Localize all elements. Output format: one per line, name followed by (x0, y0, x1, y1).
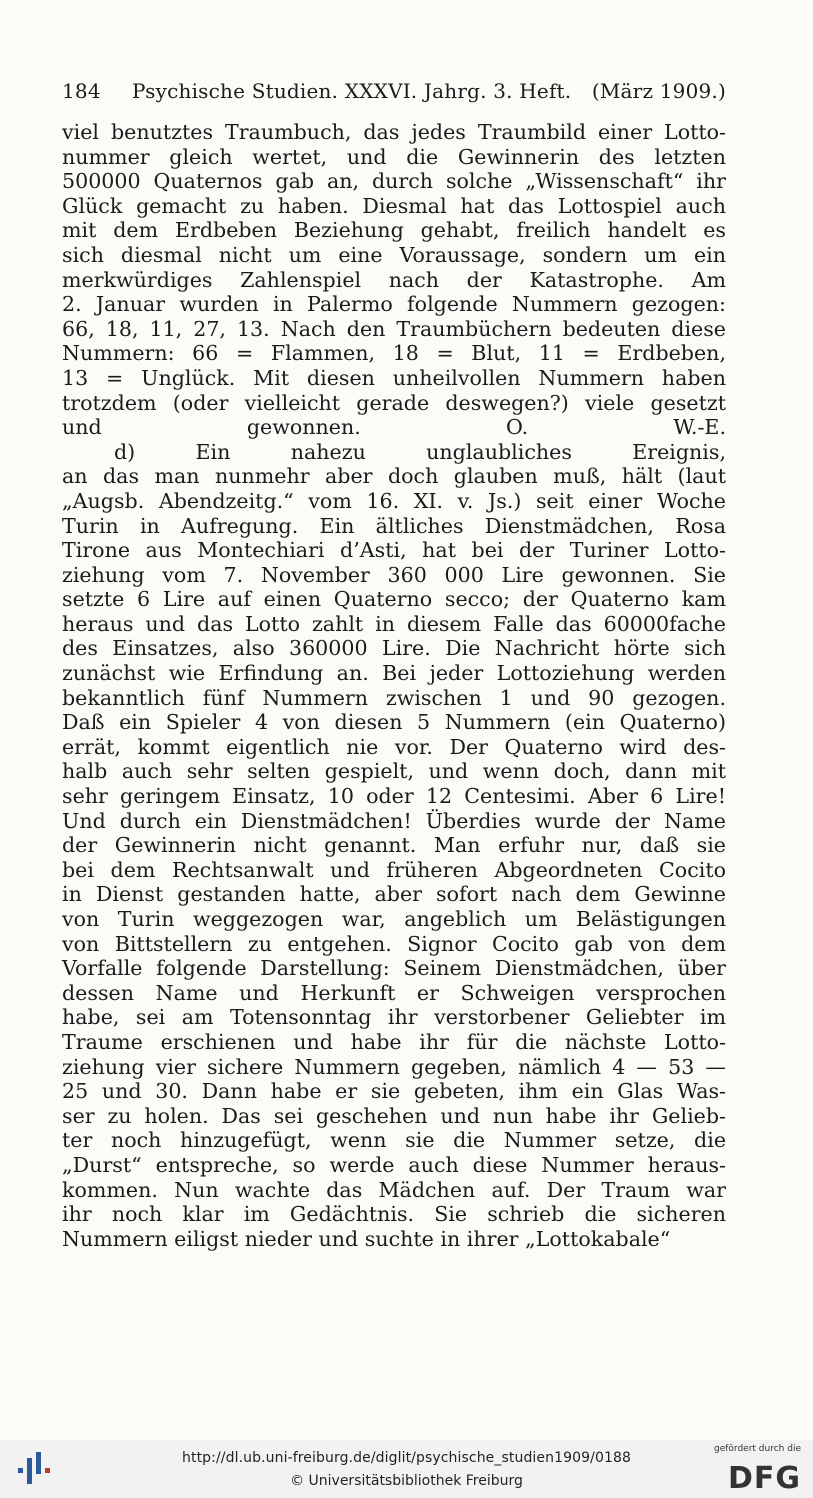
text-line: sich diesmal nicht um eine Voraussage, sondern um ein (62, 242, 726, 267)
text-line: setzte 6 Lire auf einen Quaterno secco; der Quaterno kam (62, 587, 726, 612)
text-line: merkwürdiges Zahlenspiel nach der Katastrophe. Am (62, 267, 726, 292)
text-line: Daß ein Spieler 4 von diesen 5 Nummern (ein Quaterno) (62, 710, 726, 735)
dfg-logo (711, 1444, 803, 1494)
text-line: mit dem Erdbeben Beziehung gehabt, freilich handelt es (62, 218, 726, 243)
text-line: Tirone aus Montechiari d’Asti, hat bei der Turiner Lotto- (62, 538, 726, 563)
svg-text:DFG: DFG (727, 1461, 801, 1494)
running-header (62, 76, 726, 106)
text-line: halb auch sehr selten gespielt, und wenn doch, dann mit (62, 759, 726, 784)
text-line: errät, kommt eigentlich nie vor. Der Quaterno wird des- (62, 734, 726, 759)
text-line: bekanntlich fünf Nummern zwischen 1 und 90 gezogen. (62, 685, 726, 710)
text-line: trotzdem (oder vielleicht gerade deswegen?) viele gesetzt (62, 390, 726, 415)
dfg-caption: gefördert durch die (714, 1444, 801, 1454)
text-line: heraus und das Lotto zahlt in diesem Falle das 60000fache (62, 611, 726, 636)
text-line: ihr noch klar im Gedächtnis. Sie schrieb die sicheren (62, 1202, 726, 1227)
text-line: Glück gemacht zu haben. Diesmal hat das Lottospiel auch (62, 193, 726, 218)
text-line: von Bittstellern zu entgehen. Signor Cocito gab von dem (62, 931, 726, 956)
text-line: Traume erschienen und habe ihr für die nächste Lotto- (62, 1029, 726, 1054)
text-line: d) Ein nahezu unglaubliches Ereignis, (114, 439, 726, 464)
text-line: Nummern: 66 = Flammen, 18 = Blut, 11 = Erdbeben, (62, 341, 726, 366)
text-line: „Durst“ entspreche, so werde auch diese Nummer heraus- (62, 1152, 726, 1177)
text-line: habe, sei am Totensonntag ihr verstorbener Geliebter im (62, 1005, 726, 1030)
text-line: 2. Januar wurden in Palermo folgende Nummern gezogen: (62, 292, 726, 317)
footer-bar (0, 1440, 813, 1498)
text-line: ziehung vier sichere Nummern gegeben, nämlich 4 — 53 — (62, 1054, 726, 1079)
text-line: ser zu holen. Das sei geschehen und nun habe ihr Gelieb- (62, 1103, 726, 1128)
copyright-notice: © Universitätsbibliothek Freiburg (290, 1473, 523, 1489)
text-line: nummer gleich wertet, und die Gewinnerin des letzten (62, 144, 726, 169)
text-line: 500000 Quaternos gab an, durch solche „Wissenschaft“ ihr (62, 169, 726, 194)
body-text (62, 120, 726, 1251)
text-line: Turin in Aufregung. Ein ältliches Dienstmädchen, Rosa (62, 513, 726, 538)
text-line: 25 und 30. Dann habe er sie gebeten, ihm ein Glas Was- (62, 1079, 726, 1104)
text-line: dessen Name und Herkunft er Schweigen versprochen (62, 980, 726, 1005)
text-line: bei dem Rechtsanwalt und früheren Abgeordneten Cocito (62, 857, 726, 882)
dfg-logo-icon (711, 1444, 803, 1494)
text-line: zunächst wie Erfindung an. Bei jeder Lottoziehung werden (62, 661, 726, 686)
text-line: 66, 18, 11, 27, 13. Nach den Traumbüchern bedeuten diese (62, 316, 726, 341)
text-line: an das man nunmehr aber doch glauben muß, hält (laut (62, 464, 726, 489)
text-line: der Gewinnerin nicht genannt. Man erfuhr nur, daß sie (62, 833, 726, 858)
text-line: des Einsatzes, also 360000 Lire. Die Nachricht hörte sich (62, 636, 726, 661)
text-line: kommen. Nun wachte das Mädchen auf. Der Traum war (62, 1177, 726, 1202)
text-line: Nummern eiligst nieder und suchte in ihrer „Lottokabale“ (62, 1226, 671, 1251)
journal-title: Psychische Studien. XXXVI. Jahrg. 3. Heft. (132, 79, 572, 103)
text-line: Vorfalle folgende Darstellung: Seinem Dienstmädchen, über (62, 956, 726, 981)
issue-date: (März 1909.) (591, 79, 726, 103)
text-line: ziehung vom 7. November 360 000 Lire gewonnen. Sie (62, 562, 726, 587)
text-line: viel benutztes Traumbuch, das jedes Traumbild einer Lotto- (62, 120, 726, 144)
text-line: sehr geringem Einsatz, 10 oder 12 Centesimi. Aber 6 Lire! (62, 784, 726, 809)
text-line: von Turin weggezogen war, angeblich um Belästigungen (62, 907, 726, 931)
text-line: ter noch hinzugefügt, wenn sie die Nummer setze, die (62, 1128, 726, 1153)
source-url[interactable]: http://dl.ub.uni-freiburg.de/diglit/psychische_studien1909/0188 (182, 1450, 631, 1466)
text-line: Und durch ein Dienstmädchen! Überdies wurde der Name (62, 808, 726, 833)
text-line: 13 = Unglück. Mit diesen unheilvollen Nummern haben (62, 365, 726, 390)
text-line: „Augsb. Abendzeitg.“ vom 16. XI. v. Js.) seit einer Woche (62, 488, 726, 513)
text-line: und gewonnen. O. W.-E. (62, 415, 726, 440)
text-line: in Dienst gestanden hatte, aber sofort nach dem Gewinne (62, 882, 726, 907)
page-number: 184 (62, 79, 101, 103)
